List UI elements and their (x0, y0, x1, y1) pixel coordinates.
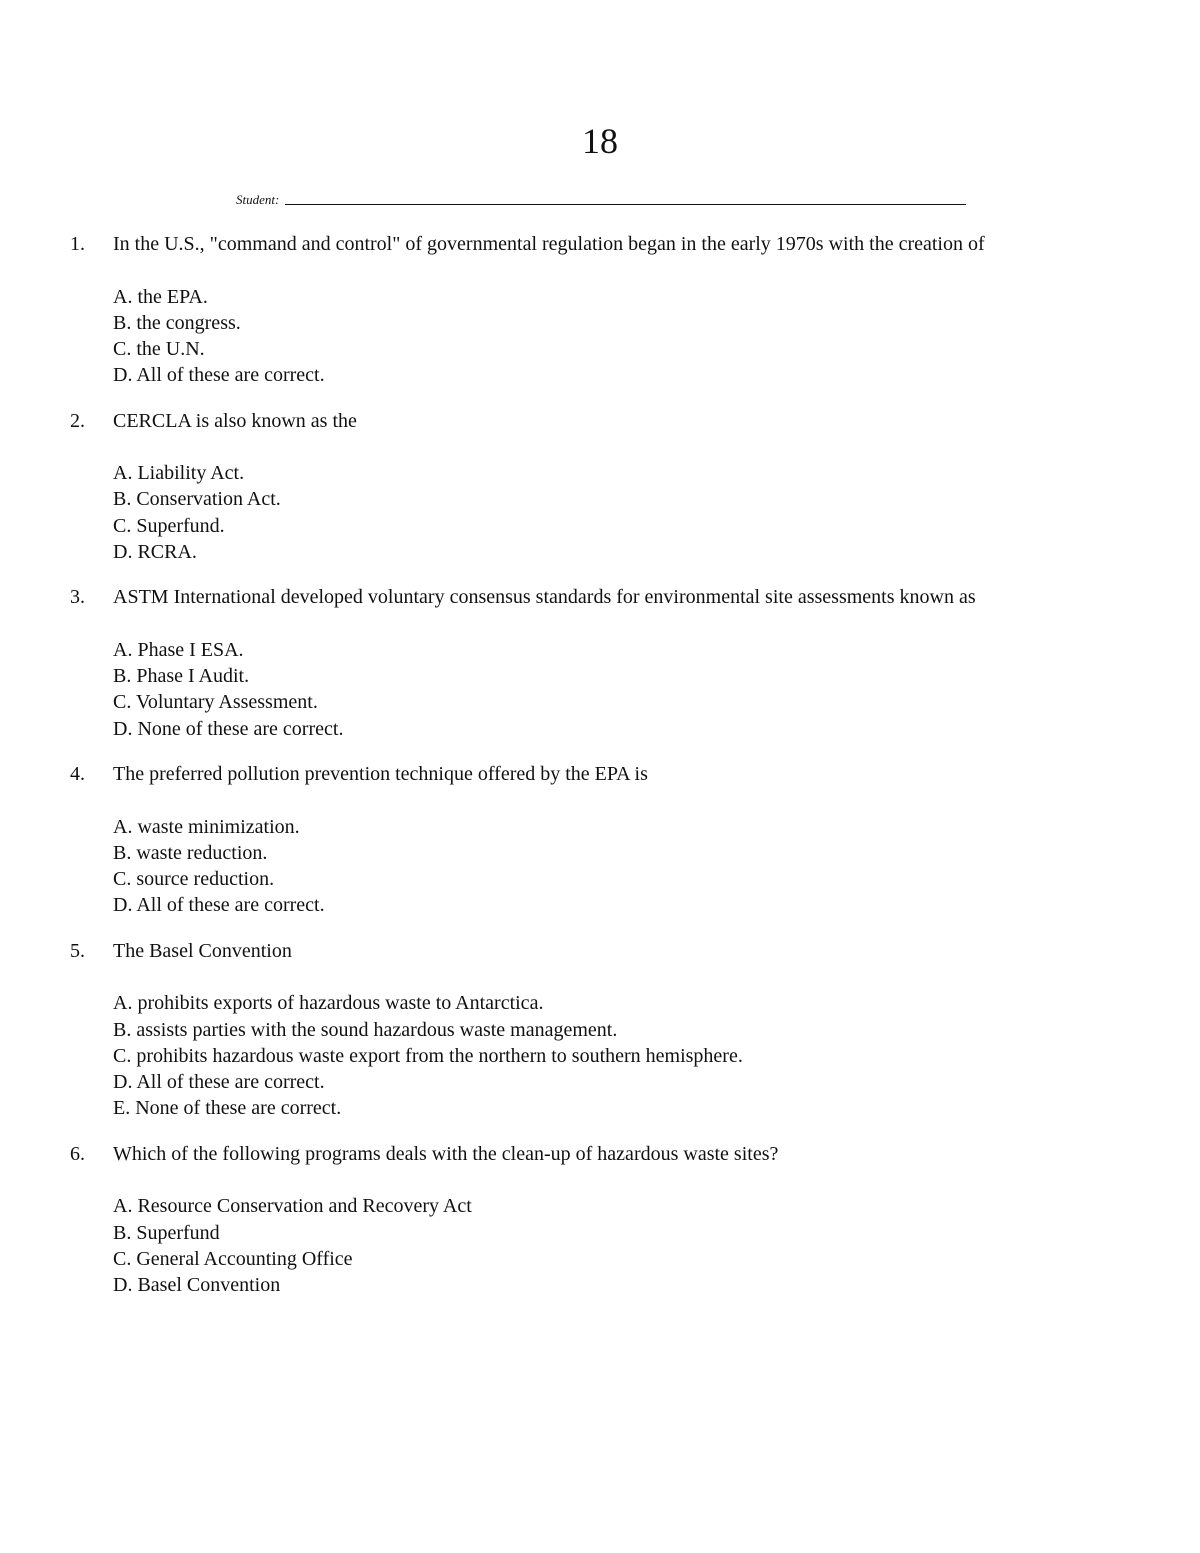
answer-option: D. Basel Convention (113, 1274, 281, 1297)
answer-option: B. Conservation Act. (113, 488, 281, 511)
answer-options (113, 637, 1150, 742)
question-number: 6. (70, 1142, 85, 1165)
answer-option: B. Phase I Audit. (113, 665, 250, 688)
question-text: Which of the following programs deals with the clean-up of hazardous waste sites? (113, 1142, 779, 1165)
answer-option: C. Superfund. (113, 514, 225, 537)
question-number: 2. (70, 409, 85, 432)
answer-option: D. RCRA. (113, 541, 197, 564)
answer-options (113, 814, 1150, 919)
question-text: CERCLA is also known as the (113, 409, 357, 432)
page-number: 18 (582, 121, 618, 161)
answer-option: D. All of these are correct. (113, 364, 325, 387)
answer-option: C. General Accounting Office (113, 1247, 353, 1270)
answer-option: A. Resource Conservation and Recovery Act (113, 1195, 472, 1218)
question-text: ASTM International developed voluntary consensus standards for environmental site assessments known as (113, 586, 976, 609)
answer-option: A. Liability Act. (113, 462, 245, 485)
question-text: In the U.S., "command and control" of governmental regulation began in the early 1970s with the creation of (113, 233, 985, 255)
answer-option: B. waste reduction. (113, 841, 268, 864)
answer-option: E. None of these are correct. (113, 1097, 342, 1120)
answer-option: C. prohibits hazardous waste export from the northern to southern hemisphere. (113, 1044, 743, 1067)
answer-option: D. None of these are correct. (113, 717, 344, 740)
question-list (70, 231, 1150, 1298)
student-name-line (236, 188, 966, 208)
answer-option: B. assists parties with the sound hazardous waste management. (113, 1018, 618, 1041)
answer-option: C. source reduction. (113, 868, 275, 891)
question-number: 3. (70, 586, 85, 609)
question-number: 1. (70, 233, 85, 255)
question-1 (70, 231, 1150, 389)
question-number: 4. (70, 763, 85, 786)
answer-option: D. All of these are correct. (113, 1071, 325, 1094)
student-label: Student: (236, 192, 280, 207)
answer-option: A. prohibits exports of hazardous waste to Antarctica. (113, 992, 544, 1015)
answer-option: B. Superfund (113, 1221, 220, 1244)
answer-options (113, 460, 1150, 565)
question-5 (70, 938, 1150, 1122)
question-text: The preferred pollution prevention technique offered by the EPA is (113, 763, 648, 786)
question-3 (70, 584, 1150, 742)
answer-options (113, 284, 1150, 389)
question-number: 5. (70, 939, 85, 962)
answer-option: A. waste minimization. (113, 815, 300, 838)
question-text: The Basel Convention (113, 939, 292, 962)
answer-option: A. the EPA. (113, 285, 208, 308)
student-name-blank[interactable] (285, 190, 966, 205)
question-2 (70, 408, 1150, 566)
answer-options (113, 1193, 1150, 1298)
answer-option: A. Phase I ESA. (113, 638, 244, 661)
answer-option: B. the congress. (113, 311, 241, 334)
question-6 (70, 1141, 1150, 1299)
answer-option: C. Voluntary Assessment. (113, 691, 318, 714)
answer-option: D. All of these are correct. (113, 894, 325, 917)
answer-options (113, 990, 1150, 1121)
answer-option: C. the U.N. (113, 338, 205, 361)
question-4 (70, 761, 1150, 919)
